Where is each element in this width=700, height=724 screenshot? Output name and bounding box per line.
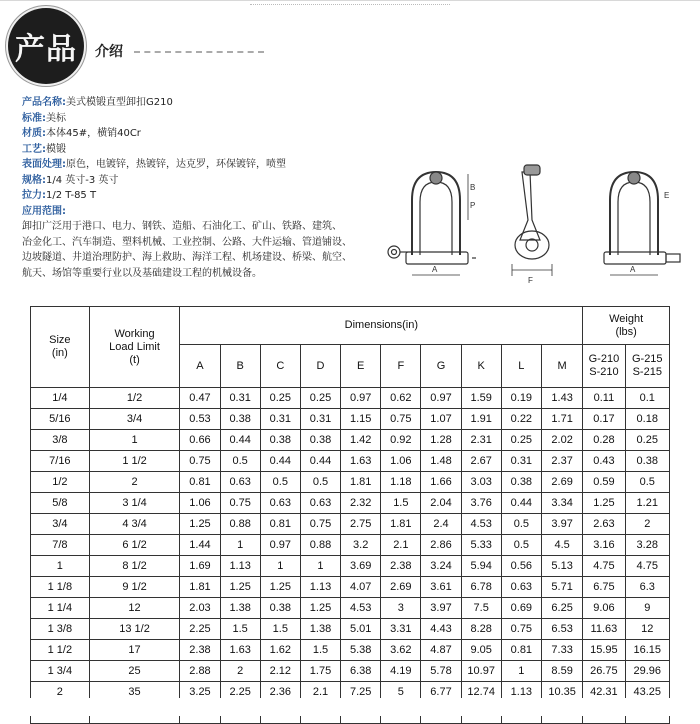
table-cell: 1.5	[220, 619, 260, 640]
shackle-front-view	[388, 172, 476, 275]
bottom-strip	[0, 698, 700, 716]
table-cell: 17	[89, 640, 180, 661]
dim-column-header: C	[260, 345, 300, 388]
table-cell: 0.63	[220, 472, 260, 493]
spec-label: 材质:	[22, 128, 46, 139]
table-cell: 4.5	[541, 535, 582, 556]
table-cell: 2.12	[260, 661, 300, 682]
table-cell: 8.28	[461, 619, 501, 640]
table-row	[31, 493, 670, 514]
table-cell: 3.31	[381, 619, 421, 640]
spec-label: 应用范围:	[22, 205, 66, 217]
table-cell: 0.31	[300, 409, 340, 430]
diagram-label-p: P	[470, 201, 476, 210]
table-cell: 0.44	[260, 451, 300, 472]
table-cell: 6.3	[625, 577, 669, 598]
table-cell: 0.31	[260, 409, 300, 430]
table-cell: 1.25	[300, 598, 340, 619]
table-cell: 1.48	[421, 451, 461, 472]
table-cell: 0.5	[501, 514, 541, 535]
table-row	[31, 598, 670, 619]
table-cell: 4.53	[461, 514, 501, 535]
table-cell: 0.31	[501, 451, 541, 472]
spec-value: 1/4 英寸-3 英寸	[46, 174, 119, 186]
table-cell: 25	[89, 661, 180, 682]
section-title: 介绍	[95, 44, 123, 60]
table-cell: 7/8	[31, 535, 90, 556]
spec-application-label	[22, 204, 392, 220]
table-cell: 1 1/2	[89, 451, 180, 472]
table-cell: 1.15	[341, 409, 381, 430]
table-cell: 0.97	[341, 388, 381, 409]
table-cell: 0.28	[583, 430, 625, 451]
table-cell: 4 3/4	[89, 514, 180, 535]
shackle-spec-table	[30, 306, 670, 724]
table-cell: 2.75	[341, 514, 381, 535]
table-cell: 3 1/4	[89, 493, 180, 514]
table-cell: 0.5	[625, 472, 669, 493]
table-cell: 0.62	[381, 388, 421, 409]
table-cell: 0.69	[501, 598, 541, 619]
table-cell: 26.75	[583, 661, 625, 682]
table-row	[31, 619, 670, 640]
table-cell: 3.69	[341, 556, 381, 577]
table-cell: 0.59	[583, 472, 625, 493]
weight-column-header: G-210 S-210	[583, 345, 625, 388]
table-cell: 2.25	[220, 682, 260, 703]
table-cell: 1.25	[180, 514, 220, 535]
application-line: 冶金化工、汽车制造、塑料机械、工业控制、公路、大件运输、管道铺设、	[22, 236, 352, 248]
table-cell: 4.75	[583, 556, 625, 577]
weight-header-text: Weight (lbs)	[609, 312, 644, 338]
table-row	[31, 409, 670, 430]
table-cell: 2.38	[381, 556, 421, 577]
table-row	[31, 661, 670, 682]
table-cell: 3.16	[583, 535, 625, 556]
top-divider	[250, 4, 450, 5]
table-cell: 3.34	[541, 493, 582, 514]
shackle-front-view-screw	[604, 172, 680, 275]
table-cell: 0.31	[220, 388, 260, 409]
table-row	[31, 577, 670, 598]
table-cell: 3.62	[381, 640, 421, 661]
table-cell: 1.38	[220, 598, 260, 619]
table-cell: 2	[31, 682, 90, 703]
table-cell: 9.06	[583, 598, 625, 619]
table-cell: 1.44	[180, 535, 220, 556]
table-cell: 8.59	[541, 661, 582, 682]
table-cell: 0.25	[260, 388, 300, 409]
diagram-label-a2: A	[630, 265, 636, 274]
wll-header	[89, 307, 180, 388]
table-cell: 0.47	[180, 388, 220, 409]
table-cell: 0.75	[381, 409, 421, 430]
diagram-label-a: A	[432, 265, 438, 274]
table-cell: 6.77	[421, 682, 461, 703]
table-cell: 0.75	[300, 514, 340, 535]
dimensions-header: Dimensions(in)	[180, 307, 583, 345]
table-cell: 2.32	[341, 493, 381, 514]
spec-standard	[22, 111, 392, 127]
table-cell: 0.38	[501, 472, 541, 493]
table-cell: 6.75	[583, 577, 625, 598]
table-cell: 1.63	[341, 451, 381, 472]
table-cell: 2.04	[421, 493, 461, 514]
table-cell: 0.22	[501, 409, 541, 430]
table-cell: 3.97	[541, 514, 582, 535]
table-cell: 1.75	[300, 661, 340, 682]
table-cell: 1	[31, 556, 90, 577]
table-cell: 12	[89, 598, 180, 619]
table-cell: 0.81	[180, 472, 220, 493]
table-cell: 3/4	[89, 409, 180, 430]
table-cell: 35	[89, 682, 180, 703]
table-cell: 13 1/2	[89, 619, 180, 640]
table-row	[31, 472, 670, 493]
table-cell: 1 1/4	[31, 598, 90, 619]
spec-value: 模锻	[46, 143, 66, 155]
table-cell: 0.38	[260, 598, 300, 619]
table-cell: 7/16	[31, 451, 90, 472]
application-text	[22, 219, 362, 281]
table-cell: 1/4	[31, 388, 90, 409]
table-cell: 5.71	[541, 577, 582, 598]
table-cell: 9	[625, 598, 669, 619]
spec-value: 原色，电镀锌，热镀锌，达克罗，环保镀锌，喷塑	[66, 159, 286, 170]
spec-label: 产品名称:	[22, 97, 66, 108]
table-cell: 3.61	[421, 577, 461, 598]
table-cell: 2.02	[541, 430, 582, 451]
table-cell: 0.75	[220, 493, 260, 514]
table-cell: 1.43	[541, 388, 582, 409]
table-cell: 2.69	[381, 577, 421, 598]
table-cell: 5.78	[421, 661, 461, 682]
table-cell: 1.25	[260, 577, 300, 598]
application-line: 卸扣广泛用于港口、电力、钢铁、造船、石油化工、矿山、铁路、建筑、	[22, 221, 342, 232]
table-cell: 1	[89, 430, 180, 451]
table-cell: 2.38	[180, 640, 220, 661]
weight-header	[583, 307, 670, 345]
table-cell: 0.97	[421, 388, 461, 409]
table-row	[31, 535, 670, 556]
table-cell: 1.91	[461, 409, 501, 430]
table-cell: 0.25	[625, 430, 669, 451]
spec-value: 本体45#，横销40Cr	[46, 128, 141, 139]
table-cell: 1.5	[381, 493, 421, 514]
table-cell: 0.25	[300, 388, 340, 409]
table-cell: 1	[300, 556, 340, 577]
table-cell: 5.33	[461, 535, 501, 556]
application-line: 边坡隧道、井道治理防护、海上救助、海洋工程、机场建设、桥梁、航空、	[22, 252, 352, 263]
spec-label: 表面处理:	[22, 159, 66, 170]
table-cell: 0.88	[300, 535, 340, 556]
table-cell: 0.92	[381, 430, 421, 451]
table-cell: 4.87	[421, 640, 461, 661]
table-cell: 12	[625, 619, 669, 640]
table-cell: 0.5	[501, 535, 541, 556]
table-cell: 0.81	[501, 640, 541, 661]
table-cell: 1.59	[461, 388, 501, 409]
table-cell: 10.35	[541, 682, 582, 703]
section-divider	[134, 51, 264, 53]
table-cell: 3/8	[31, 430, 90, 451]
table-cell: 2	[220, 661, 260, 682]
diagram-label-b: B	[470, 183, 476, 192]
table-cell: 1.42	[341, 430, 381, 451]
table-cell: 0.81	[260, 514, 300, 535]
table-cell: 0.44	[501, 493, 541, 514]
table-cell: 11.63	[583, 619, 625, 640]
table-cell: 5.01	[341, 619, 381, 640]
spec-value: 美式模锻直型卸扣G210	[66, 97, 173, 108]
table-cell: 0.97	[260, 535, 300, 556]
table-cell: 0.25	[501, 430, 541, 451]
table-cell: 2	[625, 514, 669, 535]
table-cell: 2.88	[180, 661, 220, 682]
badge-text: 产品	[15, 32, 77, 67]
table-cell: 1.13	[501, 682, 541, 703]
spec-material	[22, 126, 392, 142]
table-cell: 3/4	[31, 514, 90, 535]
table-cell: 29.96	[625, 661, 669, 682]
table-cell: 5	[381, 682, 421, 703]
spec-product-name	[22, 95, 392, 111]
table-cell: 0.5	[220, 451, 260, 472]
table-cell: 0.44	[220, 430, 260, 451]
table-cell: 0.53	[180, 409, 220, 430]
table-cell: 1.21	[625, 493, 669, 514]
dim-column-header: F	[381, 345, 421, 388]
dim-column-header: K	[461, 345, 501, 388]
table-cell: 1	[260, 556, 300, 577]
table-cell: 0.38	[300, 430, 340, 451]
spec-label: 工艺:	[22, 143, 46, 155]
table-cell: 1.18	[381, 472, 421, 493]
dim-column-header: E	[341, 345, 381, 388]
table-cell: 1.71	[541, 409, 582, 430]
table-cell: 12.74	[461, 682, 501, 703]
table-cell: 2.63	[583, 514, 625, 535]
spec-surface	[22, 157, 392, 173]
dim-column-header: L	[501, 345, 541, 388]
table-cell: 0.17	[583, 409, 625, 430]
table-row	[31, 556, 670, 577]
table-cell: 15.95	[583, 640, 625, 661]
table-cell: 9.05	[461, 640, 501, 661]
table-cell: 3.76	[461, 493, 501, 514]
shackle-side-view	[512, 165, 552, 276]
table-cell: 6.38	[341, 661, 381, 682]
table-cell: 1	[501, 661, 541, 682]
table-cell: 0.63	[300, 493, 340, 514]
spec-label: 标准:	[22, 112, 46, 124]
table-cell: 1.69	[180, 556, 220, 577]
table-cell: 3	[381, 598, 421, 619]
table-cell: 7.33	[541, 640, 582, 661]
table-cell: 1	[220, 535, 260, 556]
table-cell: 2.31	[461, 430, 501, 451]
table-cell: 2.86	[421, 535, 461, 556]
table-cell: 0.56	[501, 556, 541, 577]
table-cell: 2.67	[461, 451, 501, 472]
table-cell: 2.03	[180, 598, 220, 619]
spec-list	[22, 95, 392, 281]
table-cell: 1.5	[300, 640, 340, 661]
table-cell: 9 1/2	[89, 577, 180, 598]
diagram-label-f: F	[528, 276, 533, 285]
table-cell: 5.13	[541, 556, 582, 577]
table-cell: 1.13	[220, 556, 260, 577]
table-cell: 0.38	[260, 430, 300, 451]
table-cell: 8 1/2	[89, 556, 180, 577]
table-cell: 1.81	[381, 514, 421, 535]
table-cell: 43.25	[625, 682, 669, 703]
wll-header-text: Working Load Limit (t)	[109, 327, 160, 366]
table-cell: 0.75	[501, 619, 541, 640]
spec-label: 拉力:	[22, 190, 46, 201]
table-cell: 1.28	[421, 430, 461, 451]
table-cell: 4.43	[421, 619, 461, 640]
table-cell: 4.19	[381, 661, 421, 682]
table-cell: 42.31	[583, 682, 625, 703]
table-row	[31, 640, 670, 661]
table-cell: 1 3/8	[31, 619, 90, 640]
table-cell: 10.97	[461, 661, 501, 682]
table-cell: 2.36	[260, 682, 300, 703]
table-cell: 1 1/8	[31, 577, 90, 598]
table-cell: 1.25	[220, 577, 260, 598]
table-cell: 0.18	[625, 409, 669, 430]
table-cell: 0.63	[501, 577, 541, 598]
table-cell: 1.38	[300, 619, 340, 640]
dim-column-header: G	[421, 345, 461, 388]
table-cell: 0.88	[220, 514, 260, 535]
table-cell: 2.69	[541, 472, 582, 493]
table-cell: 0.75	[180, 451, 220, 472]
spec-value: 美标	[46, 112, 66, 124]
table-cell: 0.63	[260, 493, 300, 514]
table-cell: 0.44	[300, 451, 340, 472]
table-cell: 16.15	[625, 640, 669, 661]
table-cell: 0.38	[625, 451, 669, 472]
table-cell: 5.94	[461, 556, 501, 577]
table-cell: 6.78	[461, 577, 501, 598]
table-cell: 3.2	[341, 535, 381, 556]
table-cell: 3.03	[461, 472, 501, 493]
dim-column-header: A	[180, 345, 220, 388]
table-cell: 1 3/4	[31, 661, 90, 682]
table-cell: 0.5	[300, 472, 340, 493]
table-cell: 2.4	[421, 514, 461, 535]
table-cell: 1.62	[260, 640, 300, 661]
table-cell: 2	[89, 472, 180, 493]
table-cell: 4.75	[625, 556, 669, 577]
table-cell: 2.1	[381, 535, 421, 556]
table-cell: 3.97	[421, 598, 461, 619]
table-cell: 4.07	[341, 577, 381, 598]
diagram-label-e: E	[664, 191, 670, 200]
table-cell: 2.1	[300, 682, 340, 703]
table-cell: 7.5	[461, 598, 501, 619]
product-badge	[8, 8, 84, 84]
table-cell: 1 1/2	[31, 640, 90, 661]
dim-column-header: D	[300, 345, 340, 388]
table-cell: 1.66	[421, 472, 461, 493]
top-rule	[0, 0, 700, 1]
spec-size	[22, 173, 392, 189]
table-cell: 1.25	[583, 493, 625, 514]
table-cell: 4.53	[341, 598, 381, 619]
table-cell: 3.28	[625, 535, 669, 556]
spec-tension	[22, 188, 392, 204]
shackle-drawings	[372, 160, 690, 290]
table-cell: 0.1	[625, 388, 669, 409]
table-cell: 6 1/2	[89, 535, 180, 556]
table-cell: 0.43	[583, 451, 625, 472]
table-cell: 1.81	[341, 472, 381, 493]
table-cell: 0.11	[583, 388, 625, 409]
spec-process	[22, 142, 392, 158]
table-row	[31, 430, 670, 451]
table-cell: 5/8	[31, 493, 90, 514]
table-cell: 0.5	[260, 472, 300, 493]
table-cell: 6.25	[541, 598, 582, 619]
table-cell: 1.63	[220, 640, 260, 661]
table-cell: 1/2	[31, 472, 90, 493]
table-cell: 1.06	[180, 493, 220, 514]
table-cell: 1.07	[421, 409, 461, 430]
table-row	[31, 514, 670, 535]
table-cell: 1/2	[89, 388, 180, 409]
table-cell: 6.53	[541, 619, 582, 640]
table-cell: 0.38	[220, 409, 260, 430]
application-line: 航天、场馆等重要行业以及基础建设工程的机械设备。	[22, 267, 262, 279]
table-cell: 5/16	[31, 409, 90, 430]
table-cell: 3.24	[421, 556, 461, 577]
size-header	[31, 307, 90, 388]
dim-column-header: M	[541, 345, 582, 388]
table-cell: 5.38	[341, 640, 381, 661]
table-cell: 0.19	[501, 388, 541, 409]
table-cell: 1.06	[381, 451, 421, 472]
table-cell: 2.25	[180, 619, 220, 640]
weight-column-header: G-215 S-215	[625, 345, 669, 388]
table-cell: 0.66	[180, 430, 220, 451]
table-cell: 1.13	[300, 577, 340, 598]
table-row	[31, 451, 670, 472]
table-cell: 3.25	[180, 682, 220, 703]
spec-value: 1/2 T-85 T	[46, 190, 97, 201]
table-row	[31, 388, 670, 409]
table-cell: 1.5	[260, 619, 300, 640]
spec-label: 规格:	[22, 174, 46, 186]
table-cell: 1.81	[180, 577, 220, 598]
size-header-text: Size (in)	[49, 334, 71, 359]
table-cell: 7.25	[341, 682, 381, 703]
table-cell: 2.37	[541, 451, 582, 472]
dim-column-header: B	[220, 345, 260, 388]
